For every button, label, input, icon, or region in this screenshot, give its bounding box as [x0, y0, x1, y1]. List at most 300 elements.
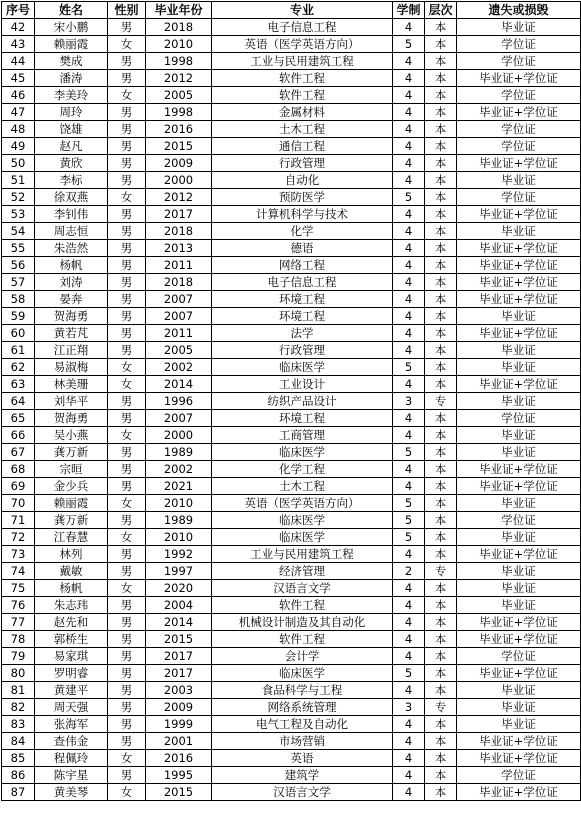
- serial-cell: 47: [2, 104, 35, 121]
- level-cell: 本: [425, 104, 457, 121]
- graduation-year-cell: 2017: [146, 206, 212, 223]
- gender-cell: 女: [108, 750, 146, 767]
- lost-or-damaged-cell: 毕业证: [457, 529, 581, 546]
- name-cell: 戴敏: [35, 563, 108, 580]
- gender-cell: 男: [108, 257, 146, 274]
- major-cell: 临床医学: [212, 529, 393, 546]
- table-row: [2, 70, 581, 87]
- lost-or-damaged-cell: 毕业证+学位证: [457, 206, 581, 223]
- lost-or-damaged-cell: 毕业证: [457, 563, 581, 580]
- program-length-cell: 4: [393, 138, 425, 155]
- level-cell: 本: [425, 376, 457, 393]
- program-length-cell: 4: [393, 733, 425, 750]
- name-cell: 李钊伟: [35, 206, 108, 223]
- lost-or-damaged-cell: 毕业证+学位证: [457, 70, 581, 87]
- graduation-year-cell: 2018: [146, 274, 212, 291]
- gender-cell: 女: [108, 36, 146, 53]
- name-cell: 饶雄: [35, 121, 108, 138]
- program-length-cell: 4: [393, 155, 425, 172]
- lost-or-damaged-cell: 毕业证: [457, 393, 581, 410]
- gender-cell: 男: [108, 597, 146, 614]
- serial-cell: 58: [2, 291, 35, 308]
- table-row: [2, 546, 581, 563]
- header-name: 姓名: [35, 2, 108, 19]
- serial-cell: 55: [2, 240, 35, 257]
- major-cell: 临床医学: [212, 359, 393, 376]
- lost-or-damaged-cell: 毕业证+学位证: [457, 104, 581, 121]
- major-cell: 网络工程: [212, 257, 393, 274]
- program-length-cell: 4: [393, 546, 425, 563]
- serial-cell: 70: [2, 495, 35, 512]
- major-cell: 软件工程: [212, 87, 393, 104]
- lost-certificate-table: [1, 1, 581, 801]
- table-row: [2, 257, 581, 274]
- serial-cell: 49: [2, 138, 35, 155]
- table-header: [2, 2, 581, 19]
- level-cell: 本: [425, 53, 457, 70]
- gender-cell: 女: [108, 495, 146, 512]
- graduation-year-cell: 2001: [146, 733, 212, 750]
- serial-cell: 60: [2, 325, 35, 342]
- program-length-cell: 3: [393, 699, 425, 716]
- major-cell: 软件工程: [212, 631, 393, 648]
- program-length-cell: 4: [393, 19, 425, 36]
- serial-cell: 59: [2, 308, 35, 325]
- lost-or-damaged-cell: 学位证: [457, 36, 581, 53]
- serial-cell: 69: [2, 478, 35, 495]
- level-cell: 本: [425, 495, 457, 512]
- graduation-year-cell: 2000: [146, 427, 212, 444]
- lost-or-damaged-cell: 毕业证+学位证: [457, 478, 581, 495]
- program-length-cell: 4: [393, 716, 425, 733]
- major-cell: 纺织产品设计: [212, 393, 393, 410]
- level-cell: 本: [425, 206, 457, 223]
- serial-cell: 66: [2, 427, 35, 444]
- lost-or-damaged-cell: 毕业证+学位证: [457, 631, 581, 648]
- name-cell: 江春慧: [35, 529, 108, 546]
- gender-cell: 男: [108, 648, 146, 665]
- program-length-cell: 5: [393, 529, 425, 546]
- serial-cell: 63: [2, 376, 35, 393]
- gender-cell: 女: [108, 784, 146, 801]
- lost-or-damaged-cell: 学位证: [457, 410, 581, 427]
- level-cell: 本: [425, 223, 457, 240]
- name-cell: 江正翔: [35, 342, 108, 359]
- serial-cell: 86: [2, 767, 35, 784]
- level-cell: 本: [425, 427, 457, 444]
- serial-cell: 42: [2, 19, 35, 36]
- lost-or-damaged-cell: 毕业证: [457, 172, 581, 189]
- graduation-year-cell: 1989: [146, 512, 212, 529]
- level-cell: 本: [425, 665, 457, 682]
- lost-or-damaged-cell: 毕业证+学位证: [457, 376, 581, 393]
- program-length-cell: 4: [393, 682, 425, 699]
- table-row: [2, 512, 581, 529]
- major-cell: 法学: [212, 325, 393, 342]
- table-row: [2, 206, 581, 223]
- lost-or-damaged-cell: 毕业证: [457, 342, 581, 359]
- serial-cell: 81: [2, 682, 35, 699]
- graduation-year-cell: 2010: [146, 36, 212, 53]
- serial-cell: 44: [2, 53, 35, 70]
- serial-cell: 48: [2, 121, 35, 138]
- gender-cell: 男: [108, 172, 146, 189]
- graduation-year-cell: 2014: [146, 376, 212, 393]
- major-cell: 环境工程: [212, 410, 393, 427]
- lost-or-damaged-cell: 毕业证: [457, 359, 581, 376]
- header-level: 层次: [425, 2, 457, 19]
- header-lost-or-damaged: 遗失或损毁: [457, 2, 581, 19]
- gender-cell: 女: [108, 376, 146, 393]
- lost-or-damaged-cell: 学位证: [457, 53, 581, 70]
- major-cell: 食品科学与工程: [212, 682, 393, 699]
- graduation-year-cell: 2002: [146, 461, 212, 478]
- table-row: [2, 291, 581, 308]
- graduation-year-cell: 2000: [146, 172, 212, 189]
- lost-or-damaged-cell: 毕业证+学位证: [457, 240, 581, 257]
- name-cell: 金少兵: [35, 478, 108, 495]
- major-cell: 预防医学: [212, 189, 393, 206]
- graduation-year-cell: 2005: [146, 87, 212, 104]
- serial-cell: 77: [2, 614, 35, 631]
- gender-cell: 男: [108, 733, 146, 750]
- graduation-year-cell: 2016: [146, 750, 212, 767]
- serial-cell: 82: [2, 699, 35, 716]
- major-cell: 通信工程: [212, 138, 393, 155]
- program-length-cell: 4: [393, 461, 425, 478]
- major-cell: 化学: [212, 223, 393, 240]
- program-length-cell: 5: [393, 665, 425, 682]
- level-cell: 专: [425, 699, 457, 716]
- name-cell: 吴小燕: [35, 427, 108, 444]
- gender-cell: 男: [108, 614, 146, 631]
- gender-cell: 男: [108, 155, 146, 172]
- table-row: [2, 223, 581, 240]
- program-length-cell: 4: [393, 223, 425, 240]
- major-cell: 会计学: [212, 648, 393, 665]
- graduation-year-cell: 2020: [146, 580, 212, 597]
- gender-cell: 男: [108, 444, 146, 461]
- level-cell: 本: [425, 155, 457, 172]
- gender-cell: 男: [108, 563, 146, 580]
- lost-or-damaged-cell: 毕业证+学位证: [457, 546, 581, 563]
- lost-or-damaged-cell: 毕业证+学位证: [457, 614, 581, 631]
- program-length-cell: 4: [393, 648, 425, 665]
- gender-cell: 男: [108, 716, 146, 733]
- gender-cell: 男: [108, 206, 146, 223]
- major-cell: 化学工程: [212, 461, 393, 478]
- name-cell: 刘华平: [35, 393, 108, 410]
- lost-or-damaged-cell: 毕业证: [457, 444, 581, 461]
- major-cell: 环境工程: [212, 291, 393, 308]
- program-length-cell: 2: [393, 563, 425, 580]
- graduation-year-cell: 2012: [146, 189, 212, 206]
- level-cell: 本: [425, 70, 457, 87]
- name-cell: 宗晅: [35, 461, 108, 478]
- graduation-year-cell: 2018: [146, 223, 212, 240]
- level-cell: 本: [425, 342, 457, 359]
- name-cell: 周天强: [35, 699, 108, 716]
- serial-cell: 53: [2, 206, 35, 223]
- name-cell: 郭桥生: [35, 631, 108, 648]
- table-row: [2, 325, 581, 342]
- gender-cell: 男: [108, 291, 146, 308]
- table-row: [2, 665, 581, 682]
- graduation-year-cell: 1996: [146, 393, 212, 410]
- major-cell: 自动化: [212, 172, 393, 189]
- lost-or-damaged-cell: 毕业证+学位证: [457, 461, 581, 478]
- name-cell: 龚万新: [35, 512, 108, 529]
- major-cell: 建筑学: [212, 767, 393, 784]
- program-length-cell: 4: [393, 70, 425, 87]
- serial-cell: 83: [2, 716, 35, 733]
- table-row: [2, 87, 581, 104]
- major-cell: 土木工程: [212, 478, 393, 495]
- level-cell: 本: [425, 597, 457, 614]
- serial-cell: 65: [2, 410, 35, 427]
- major-cell: 金属材料: [212, 104, 393, 121]
- name-cell: 陈宇星: [35, 767, 108, 784]
- serial-cell: 64: [2, 393, 35, 410]
- gender-cell: 女: [108, 580, 146, 597]
- table-row: [2, 580, 581, 597]
- program-length-cell: 4: [393, 257, 425, 274]
- graduation-year-cell: 2018: [146, 19, 212, 36]
- gender-cell: 女: [108, 529, 146, 546]
- lost-or-damaged-cell: 毕业证+学位证: [457, 665, 581, 682]
- table-row: [2, 614, 581, 631]
- lost-or-damaged-cell: 毕业证+学位证: [457, 733, 581, 750]
- major-cell: 临床医学: [212, 512, 393, 529]
- graduation-year-cell: 1989: [146, 444, 212, 461]
- program-length-cell: 4: [393, 291, 425, 308]
- table-row: [2, 240, 581, 257]
- graduation-year-cell: 1992: [146, 546, 212, 563]
- program-length-cell: 5: [393, 444, 425, 461]
- lost-or-damaged-cell: 毕业证: [457, 716, 581, 733]
- table-row: [2, 699, 581, 716]
- serial-cell: 80: [2, 665, 35, 682]
- level-cell: 本: [425, 580, 457, 597]
- table-row: [2, 427, 581, 444]
- lost-or-damaged-cell: 毕业证: [457, 427, 581, 444]
- level-cell: 本: [425, 36, 457, 53]
- level-cell: 本: [425, 19, 457, 36]
- serial-cell: 46: [2, 87, 35, 104]
- serial-cell: 78: [2, 631, 35, 648]
- program-length-cell: 4: [393, 87, 425, 104]
- level-cell: 本: [425, 614, 457, 631]
- gender-cell: 男: [108, 223, 146, 240]
- name-cell: 潘涛: [35, 70, 108, 87]
- major-cell: 汉语言文学: [212, 580, 393, 597]
- major-cell: 英语（医学英语方向）: [212, 36, 393, 53]
- serial-cell: 73: [2, 546, 35, 563]
- table-row: [2, 104, 581, 121]
- gender-cell: 男: [108, 19, 146, 36]
- header-gender: 性别: [108, 2, 146, 19]
- name-cell: 龚万新: [35, 444, 108, 461]
- program-length-cell: 4: [393, 325, 425, 342]
- program-length-cell: 5: [393, 512, 425, 529]
- serial-cell: 75: [2, 580, 35, 597]
- graduation-year-cell: 2009: [146, 699, 212, 716]
- level-cell: 本: [425, 308, 457, 325]
- table-row: [2, 155, 581, 172]
- name-cell: 朱志玮: [35, 597, 108, 614]
- serial-cell: 45: [2, 70, 35, 87]
- level-cell: 专: [425, 563, 457, 580]
- graduation-year-cell: 2014: [146, 614, 212, 631]
- table-row: [2, 444, 581, 461]
- lost-or-damaged-cell: 学位证: [457, 512, 581, 529]
- graduation-year-cell: 2007: [146, 308, 212, 325]
- graduation-year-cell: 2015: [146, 784, 212, 801]
- major-cell: 德语: [212, 240, 393, 257]
- table-row: [2, 393, 581, 410]
- program-length-cell: 3: [393, 393, 425, 410]
- gender-cell: 女: [108, 189, 146, 206]
- level-cell: 本: [425, 529, 457, 546]
- major-cell: 临床医学: [212, 444, 393, 461]
- graduation-year-cell: 2002: [146, 359, 212, 376]
- graduation-year-cell: 2010: [146, 529, 212, 546]
- name-cell: 易家琪: [35, 648, 108, 665]
- level-cell: 本: [425, 87, 457, 104]
- graduation-year-cell: 2021: [146, 478, 212, 495]
- name-cell: 朱浩然: [35, 240, 108, 257]
- table-row: [2, 648, 581, 665]
- lost-or-damaged-cell: 学位证: [457, 648, 581, 665]
- level-cell: 本: [425, 512, 457, 529]
- name-cell: 罗明睿: [35, 665, 108, 682]
- serial-cell: 87: [2, 784, 35, 801]
- major-cell: 工业设计: [212, 376, 393, 393]
- graduation-year-cell: 2004: [146, 597, 212, 614]
- graduation-year-cell: 1998: [146, 104, 212, 121]
- program-length-cell: 4: [393, 597, 425, 614]
- table-row: [2, 682, 581, 699]
- table-row: [2, 274, 581, 291]
- program-length-cell: 4: [393, 614, 425, 631]
- name-cell: 赖丽霞: [35, 36, 108, 53]
- serial-cell: 61: [2, 342, 35, 359]
- program-length-cell: 5: [393, 495, 425, 512]
- serial-cell: 56: [2, 257, 35, 274]
- major-cell: 工业与民用建筑工程: [212, 546, 393, 563]
- graduation-year-cell: 2016: [146, 121, 212, 138]
- major-cell: 土木工程: [212, 121, 393, 138]
- level-cell: 本: [425, 325, 457, 342]
- table-row: [2, 631, 581, 648]
- major-cell: 汉语言文学: [212, 784, 393, 801]
- major-cell: 行政管理: [212, 342, 393, 359]
- name-cell: 杨帆: [35, 257, 108, 274]
- header-serial: 序号: [2, 2, 35, 19]
- lost-or-damaged-cell: 毕业证: [457, 580, 581, 597]
- gender-cell: 女: [108, 87, 146, 104]
- major-cell: 软件工程: [212, 70, 393, 87]
- gender-cell: 男: [108, 104, 146, 121]
- name-cell: 刘涛: [35, 274, 108, 291]
- serial-cell: 85: [2, 750, 35, 767]
- program-length-cell: 4: [393, 53, 425, 70]
- major-cell: 计算机科学与技术: [212, 206, 393, 223]
- table-row: [2, 750, 581, 767]
- gender-cell: 男: [108, 665, 146, 682]
- gender-cell: 女: [108, 427, 146, 444]
- gender-cell: 男: [108, 767, 146, 784]
- serial-cell: 76: [2, 597, 35, 614]
- major-cell: 工商管理: [212, 427, 393, 444]
- name-cell: 林美珊: [35, 376, 108, 393]
- level-cell: 本: [425, 257, 457, 274]
- gender-cell: 男: [108, 546, 146, 563]
- name-cell: 黄若芃: [35, 325, 108, 342]
- lost-or-damaged-cell: 毕业证+学位证: [457, 325, 581, 342]
- program-length-cell: 4: [393, 121, 425, 138]
- table-row: [2, 597, 581, 614]
- gender-cell: 男: [108, 342, 146, 359]
- table-row: [2, 784, 581, 801]
- program-length-cell: 4: [393, 478, 425, 495]
- serial-cell: 57: [2, 274, 35, 291]
- table-row: [2, 767, 581, 784]
- lost-or-damaged-cell: 毕业证+学位证: [457, 257, 581, 274]
- graduation-year-cell: 2012: [146, 70, 212, 87]
- serial-cell: 43: [2, 36, 35, 53]
- lost-or-damaged-cell: 毕业证: [457, 699, 581, 716]
- major-cell: 软件工程: [212, 597, 393, 614]
- major-cell: 机械设计制造及其自动化: [212, 614, 393, 631]
- name-cell: 黄建平: [35, 682, 108, 699]
- graduation-year-cell: 2009: [146, 155, 212, 172]
- table-row: [2, 189, 581, 206]
- gender-cell: 男: [108, 461, 146, 478]
- gender-cell: 男: [108, 274, 146, 291]
- graduation-year-cell: 1995: [146, 767, 212, 784]
- table-row: [2, 36, 581, 53]
- table-body: [2, 19, 581, 801]
- gender-cell: 男: [108, 70, 146, 87]
- name-cell: 赖丽霞: [35, 495, 108, 512]
- level-cell: 本: [425, 138, 457, 155]
- header-graduation-year: 毕业年份: [146, 2, 212, 19]
- name-cell: 贺海勇: [35, 308, 108, 325]
- table-row: [2, 716, 581, 733]
- major-cell: 电气工程及自动化: [212, 716, 393, 733]
- gender-cell: 男: [108, 393, 146, 410]
- table-row: [2, 733, 581, 750]
- name-cell: 杨帆: [35, 580, 108, 597]
- level-cell: 本: [425, 461, 457, 478]
- gender-cell: 男: [108, 325, 146, 342]
- major-cell: 网络系统管理: [212, 699, 393, 716]
- name-cell: 程佩玲: [35, 750, 108, 767]
- gender-cell: 男: [108, 410, 146, 427]
- level-cell: 本: [425, 121, 457, 138]
- lost-or-damaged-cell: 毕业证: [457, 19, 581, 36]
- level-cell: 本: [425, 682, 457, 699]
- serial-cell: 84: [2, 733, 35, 750]
- level-cell: 本: [425, 359, 457, 376]
- program-length-cell: 4: [393, 376, 425, 393]
- major-cell: 电子信息工程: [212, 274, 393, 291]
- level-cell: 本: [425, 240, 457, 257]
- program-length-cell: 4: [393, 784, 425, 801]
- name-cell: 徐双燕: [35, 189, 108, 206]
- gender-cell: 男: [108, 240, 146, 257]
